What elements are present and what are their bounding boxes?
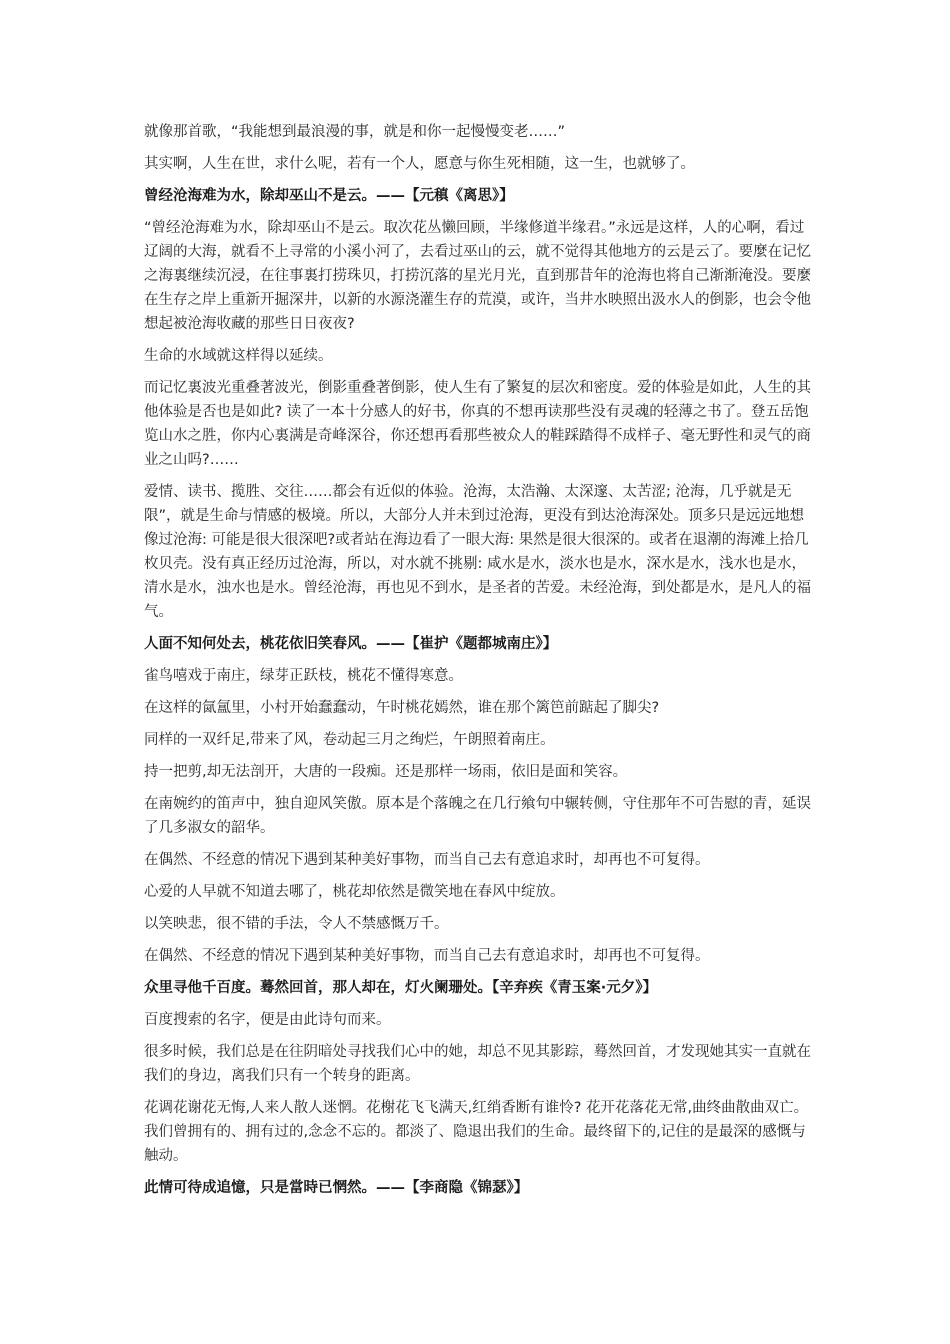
paragraph: 在偶然、不经意的情况下遇到某种美好事物，而当自己去有意追求时，却再也不可复得。 xyxy=(144,948,710,964)
paragraph: 而记忆裏波光重叠著波光，倒影重叠著倒影，使人生有了繁复的层次和密度。爱的体验是如此，人生的其他体验是否也是如此? 读了一本十分感人的好书，你真的不想再读那些没有灵魂的轻薄之书了。登五岳饱览山水之胜，你内心裏满是奇峰深谷，你还想再看那些被众人的鞋踩踏得不成样子、毫无野性和灵气的商业之山吗?…… xyxy=(144,380,811,468)
paragraph: 在这样的氤氲里，小村开始蠢蠢动，午时桃花嫣然，谁在那个篱笆前踮起了脚尖? xyxy=(144,700,660,716)
paragraph: 其实啊，人生在世，求什么呢，若有一个人，愿意与你生死相随，这一生，也就够了。 xyxy=(144,156,695,172)
paragraph: 百度搜索的名字，便是由此诗句而来。 xyxy=(144,1012,391,1028)
paragraph: 持一把剪,却无法剖开，大唐的一段痴。还是那样一场雨，依旧是面和笑容。 xyxy=(144,764,628,780)
paragraph: 心爱的人早就不知道去哪了，桃花却依然是微笑地在春风中绽放。 xyxy=(144,884,565,900)
poem-heading: 曾经沧海难为水，除却巫山不是云。——【元稹《离思》】 xyxy=(144,188,514,204)
paragraph: 爱情、读书、揽胜、交往……都会有近似的体验。沧海，太浩瀚、太深邃、太苦涩; 沧海，几乎就是无限”，就是生命与情感的极境。所以，大部分人并未到过沧海，更没有到达沧海深处。顶多只是远远地想像过沧海: 可能是很大很深吧?或者站在海边看了一眼大海: 果然是很大很深的。或者在退潮的海滩上拾几枚贝壳。没有真正经历过沧海，所以，对水就不挑剔: 咸水是水，淡水也是水，深水是水，浅水也是水，清水是水，浊水也是水。曾经沧海，再也见不到水，是圣者的苦爱。未经沧海，到处都是水，是凡人的福气。 xyxy=(144,484,811,620)
paragraph: 生命的水域就这样得以延续。 xyxy=(144,348,333,364)
document-body xyxy=(144,120,812,1208)
paragraph: 在偶然、不经意的情况下遇到某种美好事物，而当自己去有意追求时，却再也不可复得。 xyxy=(144,852,710,868)
paragraph: 以笑映悲，很不错的手法，令人不禁感慨万千。 xyxy=(144,916,449,932)
poem-heading: 人面不知何处去，桃花依旧笑春风。——【崔护《题都城南庄》】 xyxy=(144,636,558,652)
paragraph: 在南婉约的笛声中，独自迎风笑傲。原本是个落魄之在几行飨句中辗转侧，守住那年不可告慰的青，延误了几多淑女的韶华。 xyxy=(144,796,811,836)
poem-heading: 此情可待成追憶，只是當時已惘然。——【李商隐《锦瑟》】 xyxy=(144,1180,529,1196)
paragraph: “曾经沧海难为水，除却巫山不是云。取次花丛懒回顾，半缘修道半缘君。”永远是这样，人的心啊，看过辽阔的大海，就看不上寻常的小溪小河了，去看过巫山的云，就不觉得其他地方的云是云了。要麼在记忆之海裏继续沉浸，在往事裏打捞珠贝，打捞沉落的星光月光，直到那昔年的沧海也将自己渐渐淹没。要麼在生存之岸上重新开掘深井，以新的水源浇灌生存的荒漠，或许，当井水映照出汲水人的倒影，也会令他想起被沧海收藏的那些日日夜夜? xyxy=(144,220,811,332)
poem-heading: 众里寻他千百度。蓦然回首，那人却在，灯火阑珊处。【辛弃疾《青玉案·元夕》】 xyxy=(144,980,658,996)
paragraph: 就像那首歌，“我能想到最浪漫的事，就是和你一起慢慢变老……” xyxy=(144,124,566,140)
paragraph: 花调花谢花无悔,人来人散人迷惘。花榭花飞飞满天,红绡香断有谁怜? 花开花落花无常,曲终曲散曲双亡。我们曾拥有的、拥有过的,念念不忘的。都淡了、隐退出我们的生命。最终留下的,记住的是最深的感慨与触动。 xyxy=(144,1100,809,1164)
paragraph: 很多时候，我们总是在往阴暗处寻找我们心中的她，却总不见其影踪，蓦然回首，才发现她其实一直就在我们的身边，离我们只有一个转身的距离。 xyxy=(144,1044,811,1084)
paragraph: 同样的一双纤足,带来了风，卷动起三月之绚烂，午朗照着南庄。 xyxy=(144,732,555,748)
paragraph: 雀鸟嘻戏于南庄，绿芽正跃枝，桃花不懂得寒意。 xyxy=(144,668,463,684)
